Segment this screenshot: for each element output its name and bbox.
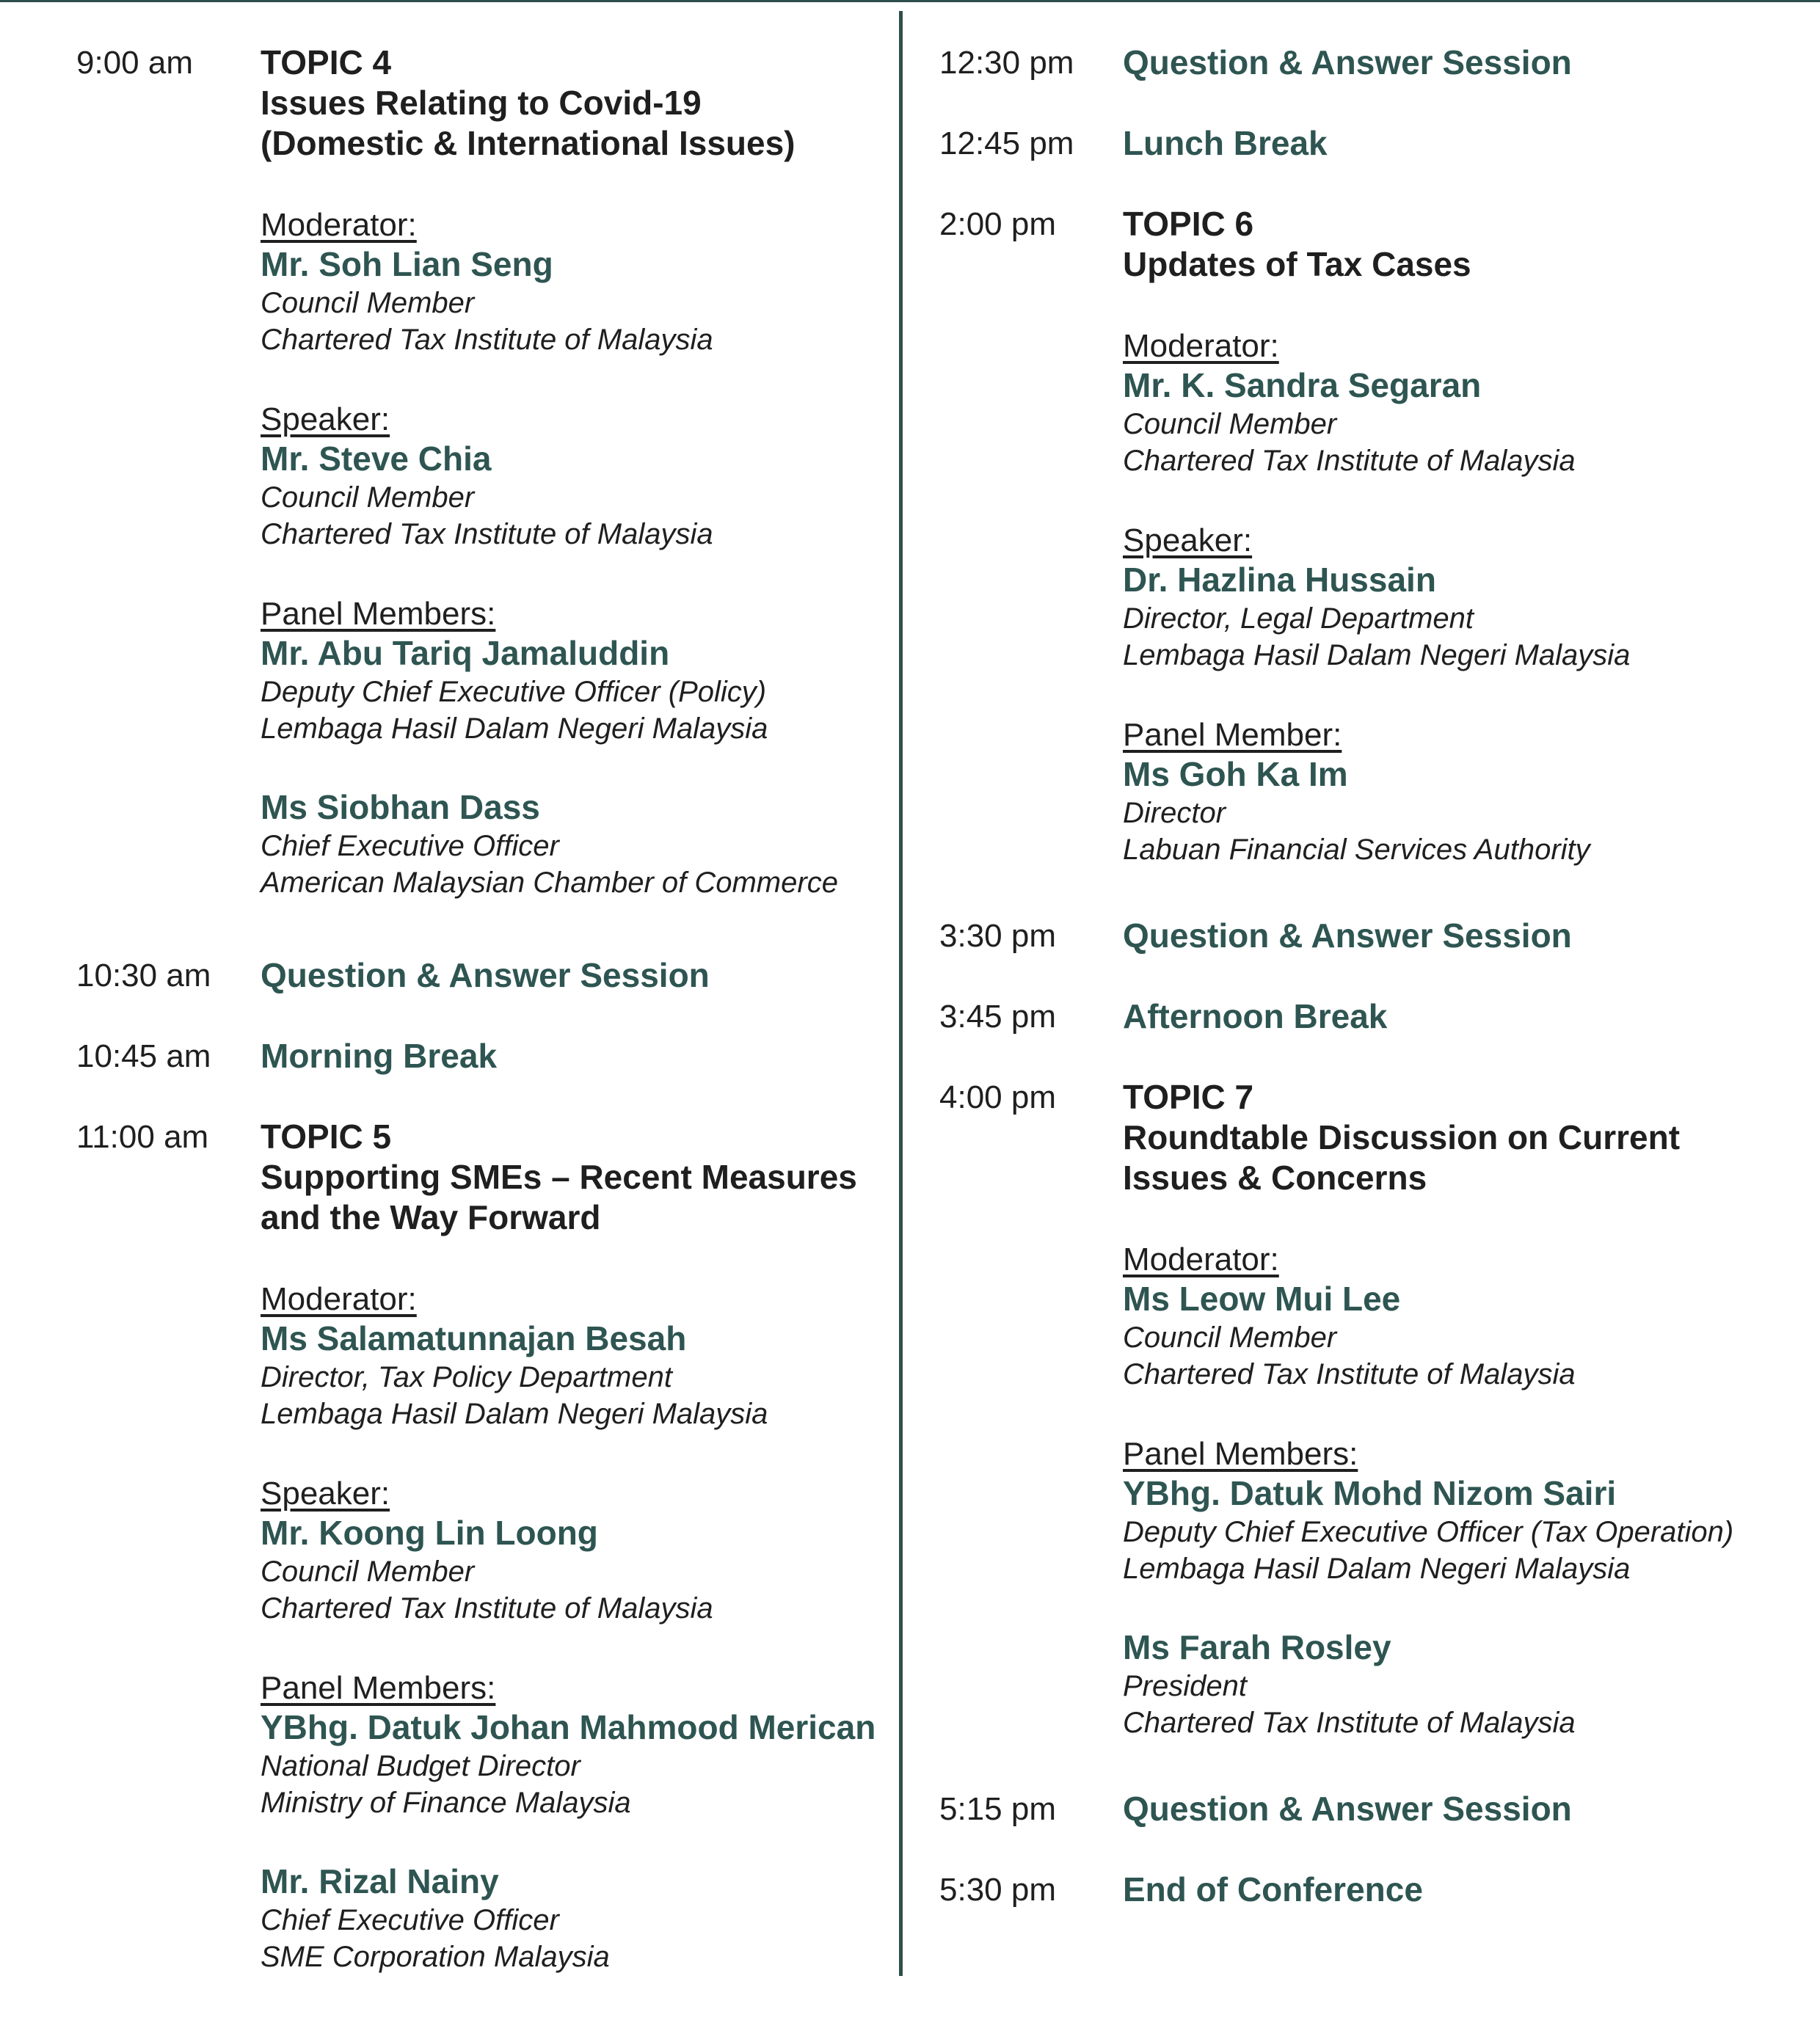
- session-event: [1123, 996, 1387, 1037]
- person-affiliation: Chartered Tax Institute of Malaysia: [261, 324, 713, 356]
- topic-title-line: Roundtable Discussion on Current: [1123, 1118, 1681, 1156]
- spacer: [261, 553, 838, 593]
- session-time: 9:00 am: [76, 45, 193, 81]
- spacer: [261, 1821, 876, 1862]
- spacer: [261, 1432, 876, 1473]
- topic-number: TOPIC 7: [1123, 1078, 1254, 1116]
- role-label-line: [261, 1278, 876, 1319]
- spacer: [261, 1627, 876, 1667]
- person-affiliation: Deputy Chief Executive Officer (Policy): [261, 676, 767, 708]
- event-title: Morning Break: [261, 1037, 498, 1075]
- session-event: [1123, 1789, 1572, 1829]
- person-affiliation: Lembaga Hasil Dalam Negeri Malaysia: [261, 1398, 768, 1430]
- event-title: Question & Answer Session: [1123, 916, 1572, 955]
- person-name: Mr. Koong Lin Loong: [261, 1514, 598, 1552]
- session-time: 5:15 pm: [939, 1791, 1056, 1827]
- role-label-line: [261, 1473, 876, 1513]
- person-name: Dr. Hazlina Hussain: [1123, 561, 1436, 599]
- role-label: Panel Members:: [1123, 1436, 1358, 1472]
- person-affiliation: Chartered Tax Institute of Malaysia: [261, 518, 713, 550]
- person-name: Mr. Rizal Nainy: [261, 1862, 499, 1900]
- person-name: Mr. Soh Lian Seng: [261, 245, 553, 283]
- topic-title-line: and the Way Forward: [261, 1198, 601, 1236]
- session-time: 3:30 pm: [939, 918, 1056, 954]
- role-label: Speaker:: [261, 401, 390, 437]
- person-affiliation: Lembaga Hasil Dalam Negeri Malaysia: [1123, 639, 1631, 671]
- spacer: [1123, 285, 1630, 325]
- role-label-line: [1123, 519, 1630, 560]
- role-label: Panel Members:: [261, 596, 496, 632]
- spacer: [1123, 1198, 1733, 1239]
- session-time: 3:45 pm: [939, 999, 1056, 1035]
- role-label: Speaker:: [261, 1476, 390, 1512]
- person-affiliation: President: [1123, 1670, 1247, 1702]
- person-affiliation: Chartered Tax Institute of Malaysia: [1123, 1358, 1576, 1390]
- person-affiliation: Ministry of Finance Malaysia: [261, 1787, 631, 1819]
- person-affiliation: Director: [1123, 797, 1226, 829]
- topic-title-line: Supporting SMEs – Recent Measures: [261, 1158, 857, 1196]
- topic-title-line: (Domestic & International Issues): [261, 124, 796, 162]
- session-time: 4:00 pm: [939, 1079, 1056, 1115]
- person-affiliation: Lembaga Hasil Dalam Negeri Malaysia: [1123, 1553, 1631, 1585]
- person-name: Mr. Steve Chia: [261, 440, 492, 478]
- event-title: Question & Answer Session: [1123, 1790, 1572, 1828]
- person-affiliation: American Malaysian Chamber of Commerce: [261, 867, 838, 899]
- session-event: [1123, 123, 1328, 164]
- person-affiliation: Director, Legal Department: [1123, 602, 1474, 635]
- event-title: Question & Answer Session: [261, 956, 710, 994]
- spacer: [1123, 674, 1630, 714]
- column-divider: [899, 11, 903, 1976]
- session-time: 2:00 pm: [939, 206, 1056, 242]
- person-name: Ms Siobhan Dass: [261, 788, 540, 826]
- session-event: [261, 955, 710, 996]
- role-label: Moderator:: [261, 1281, 417, 1317]
- person-affiliation: Lembaga Hasil Dalam Negeri Malaysia: [261, 712, 768, 745]
- person-affiliation: Council Member: [261, 287, 475, 319]
- session-topic: [261, 1117, 876, 1975]
- session-time: 12:45 pm: [939, 125, 1074, 161]
- role-label-line: [1123, 714, 1630, 754]
- session-time: 10:30 am: [76, 958, 211, 993]
- person-affiliation: Council Member: [261, 481, 475, 514]
- spacer: [261, 1238, 876, 1278]
- event-title: Lunch Break: [1123, 124, 1328, 162]
- person-name: Ms Farah Rosley: [1123, 1628, 1391, 1666]
- topic-title-line: Issues Relating to Covid-19: [261, 84, 702, 122]
- person-affiliation: Council Member: [1123, 1321, 1337, 1354]
- person-name: Mr. K. Sandra Segaran: [1123, 366, 1482, 404]
- role-label-line: [1123, 325, 1630, 365]
- event-title: End of Conference: [1123, 1870, 1423, 1908]
- person-name: Ms Goh Ka Im: [1123, 755, 1348, 793]
- topic-title-line: Updates of Tax Cases: [1123, 245, 1471, 283]
- role-label: Panel Members:: [261, 1670, 496, 1706]
- person-affiliation: SME Corporation Malaysia: [261, 1941, 610, 1973]
- role-label-line: [261, 593, 838, 633]
- spacer: [261, 164, 838, 204]
- role-label-line: [261, 204, 838, 244]
- session-topic: [1123, 1077, 1733, 1741]
- person-affiliation: National Budget Director: [261, 1750, 580, 1782]
- role-label: Moderator:: [261, 207, 417, 243]
- person-affiliation: Chartered Tax Institute of Malaysia: [261, 1592, 713, 1625]
- person-affiliation: Chartered Tax Institute of Malaysia: [1123, 445, 1576, 477]
- event-title: Afternoon Break: [1123, 997, 1388, 1035]
- person-name: Ms Salamatunnajan Besah: [261, 1319, 687, 1357]
- spacer: [1123, 479, 1630, 519]
- event-title: Question & Answer Session: [1123, 43, 1572, 81]
- session-event: [1123, 1870, 1423, 1910]
- session-event: [261, 1036, 497, 1076]
- role-label-line: [1123, 1239, 1733, 1279]
- session-time: 11:00 am: [76, 1119, 209, 1155]
- person-affiliation: Chief Executive Officer: [261, 1904, 559, 1936]
- spacer: [261, 747, 838, 787]
- role-label: Panel Member:: [1123, 717, 1342, 753]
- topic-number: TOPIC 6: [1123, 205, 1254, 243]
- role-label: Speaker:: [1123, 522, 1253, 558]
- person-affiliation: Director, Tax Policy Department: [261, 1361, 672, 1393]
- role-label: Moderator:: [1123, 328, 1279, 364]
- session-topic: [1123, 204, 1630, 868]
- session-event: [1123, 43, 1572, 83]
- session-topic: [261, 43, 838, 901]
- top-rule: [0, 0, 1820, 2]
- person-name: Mr. Abu Tariq Jamaluddin: [261, 634, 670, 672]
- topic-number: TOPIC 5: [261, 1117, 392, 1156]
- session-time: 12:30 pm: [939, 45, 1074, 81]
- person-affiliation: Council Member: [1123, 408, 1337, 440]
- person-affiliation: Council Member: [261, 1556, 475, 1588]
- session-event: [1123, 916, 1572, 956]
- person-name: YBhg. Datuk Johan Mahmood Merican: [261, 1708, 876, 1746]
- person-affiliation: Deputy Chief Executive Officer (Tax Operation): [1123, 1516, 1734, 1548]
- person-affiliation: Chief Executive Officer: [261, 830, 559, 862]
- person-name: Ms Leow Mui Lee: [1123, 1280, 1401, 1318]
- topic-number: TOPIC 4: [261, 43, 392, 81]
- spacer: [1123, 1587, 1733, 1627]
- role-label: Moderator:: [1123, 1241, 1279, 1277]
- person-affiliation: Chartered Tax Institute of Malaysia: [1123, 1707, 1576, 1739]
- session-time: 10:45 am: [76, 1038, 211, 1074]
- spacer: [1123, 1393, 1733, 1433]
- topic-title-line: Issues & Concerns: [1123, 1159, 1427, 1197]
- session-time: 5:30 pm: [939, 1872, 1056, 1908]
- role-label-line: [261, 398, 838, 439]
- person-name: YBhg. Datuk Mohd Nizom Sairi: [1123, 1474, 1617, 1512]
- role-label-line: [261, 1667, 876, 1707]
- person-affiliation: Labuan Financial Services Authority: [1123, 834, 1590, 866]
- role-label-line: [1123, 1433, 1733, 1473]
- spacer: [261, 358, 838, 398]
